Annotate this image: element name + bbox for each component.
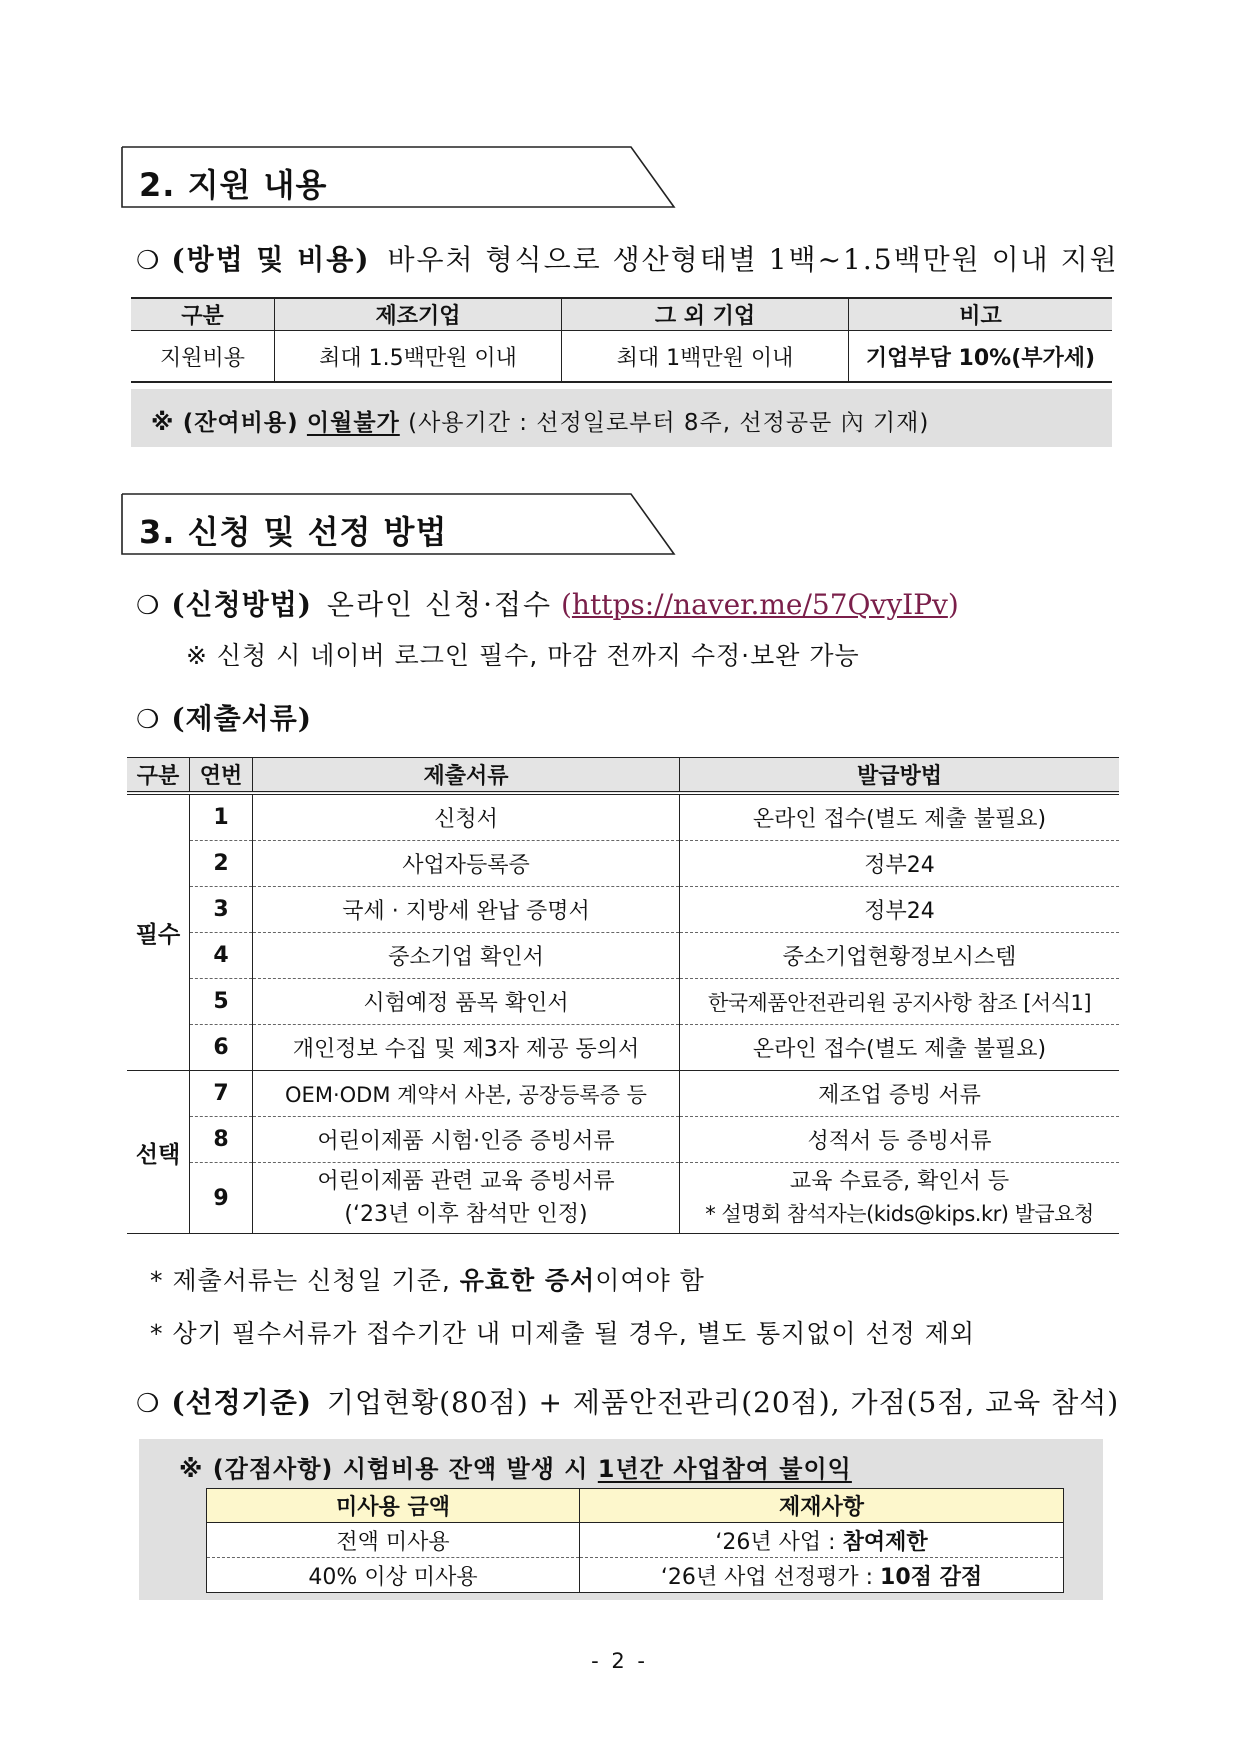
sanction-pre: ‘26년 사업 : <box>715 1529 843 1555</box>
note-text: (사용기간 : 선정일로부터 8주, 선정공문 內 기재) <box>408 410 930 436</box>
documents-bullet <box>136 697 312 737</box>
cell-sanction <box>580 1558 1064 1593</box>
cell-number: 9 <box>190 1163 253 1234</box>
docs-footnote-2: * 상기 필수서류가 접수기간 내 미제출 될 경우, 별도 통지없이 선정 제외 <box>150 1319 976 1348</box>
cell-document: 시험예정 품목 확인서 <box>253 979 680 1025</box>
section-3-title: 3. 신청 및 선정 방법 <box>139 513 448 551</box>
apply-text: 온라인 신청·접수 <box>326 588 553 621</box>
section-2-title: 2. 지원 내용 <box>139 166 328 204</box>
note-mark: ※ <box>151 410 175 436</box>
section-2-heading <box>121 118 677 210</box>
criteria-text: 기업현황(80점) + 제품안전관리(20점), 가점(5점, 교육 참석) <box>326 1386 1120 1419</box>
link-open-paren: ( <box>560 588 572 621</box>
document-line-1: 어린이제품 관련 교육 증빙서류 <box>317 1169 615 1194</box>
col-header-unused-amount: 미사용 금액 <box>207 1489 580 1523</box>
col-header-sanction: 제재사항 <box>580 1489 1064 1523</box>
table-row <box>127 979 1119 1025</box>
cell-issuance: 제조업 증빙 서류 <box>680 1071 1120 1117</box>
table-header-row <box>207 1489 1064 1523</box>
documents-table <box>127 757 1119 1234</box>
col-header-document: 제출서류 <box>253 758 680 794</box>
penalty-title <box>179 1449 852 1484</box>
table-row <box>207 1558 1064 1593</box>
col-header-category: 구분 <box>131 298 275 331</box>
table-row <box>131 331 1112 383</box>
bullet-circle-icon: ❍ <box>136 591 160 621</box>
bullet-circle-icon: ❍ <box>136 246 160 276</box>
cell-issuance <box>680 1163 1120 1234</box>
note-emphasis: 이월불가 <box>306 410 400 436</box>
note-label: (잔여비용) <box>182 410 299 436</box>
cell-remarks: 기업부담 10%(부가세) <box>849 331 1113 383</box>
cell-sanction <box>580 1523 1064 1558</box>
cell-issuance: 정부24 <box>680 841 1120 887</box>
remaining-cost-note-box <box>131 389 1112 447</box>
cell-number: 2 <box>190 841 253 887</box>
cell-issuance: 한국제품안전관리원 공지사항 참조 [서식1] <box>680 979 1120 1025</box>
cell-unused-amount: 40% 이상 미사용 <box>207 1558 580 1593</box>
table-header-row <box>131 298 1112 331</box>
sanction-pre: ‘26년 사업 선정평가 : <box>660 1564 881 1590</box>
apply-sub-note: ※ 신청 시 네이버 로그인 필수, 마감 전까지 수정·보완 가능 <box>186 641 860 670</box>
table-header-row <box>127 758 1119 794</box>
col-header-issuance: 발급방법 <box>680 758 1120 794</box>
cell-others: 최대 1백만원 이내 <box>562 331 849 383</box>
cell-number: 1 <box>190 793 253 841</box>
documents-label: (제출서류) <box>171 702 313 735</box>
cell-document: 사업자등록증 <box>253 841 680 887</box>
bullet-label: (방법 및 비용) <box>171 243 371 276</box>
table-row <box>127 793 1119 841</box>
apply-method-bullet <box>136 583 959 623</box>
cell-issuance: 성적서 등 증빙서류 <box>680 1117 1120 1163</box>
link-close-paren: ) <box>947 588 959 621</box>
cell-number: 5 <box>190 979 253 1025</box>
table-row <box>127 1117 1119 1163</box>
cell-document: 개인정보 수집 및 제3자 제공 동의서 <box>253 1025 680 1071</box>
cell-number: 8 <box>190 1117 253 1163</box>
group-required: 필수 <box>127 793 190 1071</box>
cell-issuance: 온라인 접수(별도 제출 불필요) <box>680 1025 1120 1071</box>
criteria-label: (선정기준) <box>171 1386 313 1419</box>
support-method-bullet <box>136 238 1119 278</box>
table-row <box>127 1163 1119 1234</box>
footnote-1-post: 이여야 함 <box>595 1266 705 1295</box>
cell-document: 신청서 <box>253 793 680 841</box>
cell-manufacturer: 최대 1.5백만원 이내 <box>275 331 562 383</box>
cell-number: 7 <box>190 1071 253 1117</box>
cell-issuance: 중소기업현황정보시스템 <box>680 933 1120 979</box>
support-cost-table <box>131 297 1112 383</box>
apply-label: (신청방법) <box>171 588 313 621</box>
penalty-title-emphasis: 1년간 사업참여 불이익 <box>597 1455 852 1483</box>
cell-document: 어린이제품 시험·인증 증빙서류 <box>253 1117 680 1163</box>
docs-footnote-1 <box>150 1261 705 1297</box>
table-row <box>127 933 1119 979</box>
apply-link[interactable]: https://naver.me/57QvyIPv <box>571 588 948 621</box>
bullet-text: 바우처 형식으로 생산형태별 1백~1.5백만원 이내 지원 <box>387 243 1119 276</box>
table-row <box>127 1025 1119 1071</box>
group-optional: 선택 <box>127 1071 190 1234</box>
footnote-1-emphasis: 유효한 증서 <box>459 1266 596 1295</box>
sanction-emphasis: 10점 감점 <box>880 1564 983 1590</box>
criteria-bullet <box>136 1381 1119 1421</box>
sanction-emphasis: 참여제한 <box>842 1529 928 1555</box>
col-header-remarks: 비고 <box>849 298 1113 331</box>
table-row <box>127 1071 1119 1117</box>
cell-issuance: 정부24 <box>680 887 1120 933</box>
cell-number: 6 <box>190 1025 253 1071</box>
bullet-circle-icon: ❍ <box>136 1389 160 1419</box>
cell-document: 중소기업 확인서 <box>253 933 680 979</box>
page-number: - 2 - <box>591 1649 648 1673</box>
bullet-circle-icon: ❍ <box>136 705 160 735</box>
cell-category: 지원비용 <box>131 331 275 383</box>
cell-number: 4 <box>190 933 253 979</box>
cell-unused-amount: 전액 미사용 <box>207 1523 580 1558</box>
cell-document: OEM·ODM 계약서 사본, 공장등록증 등 <box>253 1071 680 1117</box>
col-header-manufacturer: 제조기업 <box>275 298 562 331</box>
issuance-line-2: * 설명회 참석자는(kids@kips.kr) 발급요청 <box>705 1202 1094 1226</box>
cell-document: 국세 · 지방세 완납 증명서 <box>253 887 680 933</box>
cell-number: 3 <box>190 887 253 933</box>
cell-issuance: 온라인 접수(별도 제출 불필요) <box>680 793 1120 841</box>
issuance-line-1: 교육 수료증, 확인서 등 <box>789 1169 1010 1194</box>
table-row <box>127 887 1119 933</box>
cell-document <box>253 1163 680 1234</box>
penalty-title-pre: ※ (감점사항) 시험비용 잔액 발생 시 <box>179 1455 598 1483</box>
col-header-number: 연번 <box>190 758 253 794</box>
section-3-heading <box>121 465 677 557</box>
col-header-others: 그 외 기업 <box>562 298 849 331</box>
footnote-1-pre: * 제출서류는 신청일 기준, <box>150 1266 460 1295</box>
penalty-table <box>206 1488 1064 1593</box>
col-header-category: 구분 <box>127 758 190 794</box>
table-row <box>127 841 1119 887</box>
table-row <box>207 1523 1064 1558</box>
remaining-cost-note <box>151 404 929 437</box>
document-line-2: (‘23년 이후 참석만 인정) <box>344 1202 588 1227</box>
